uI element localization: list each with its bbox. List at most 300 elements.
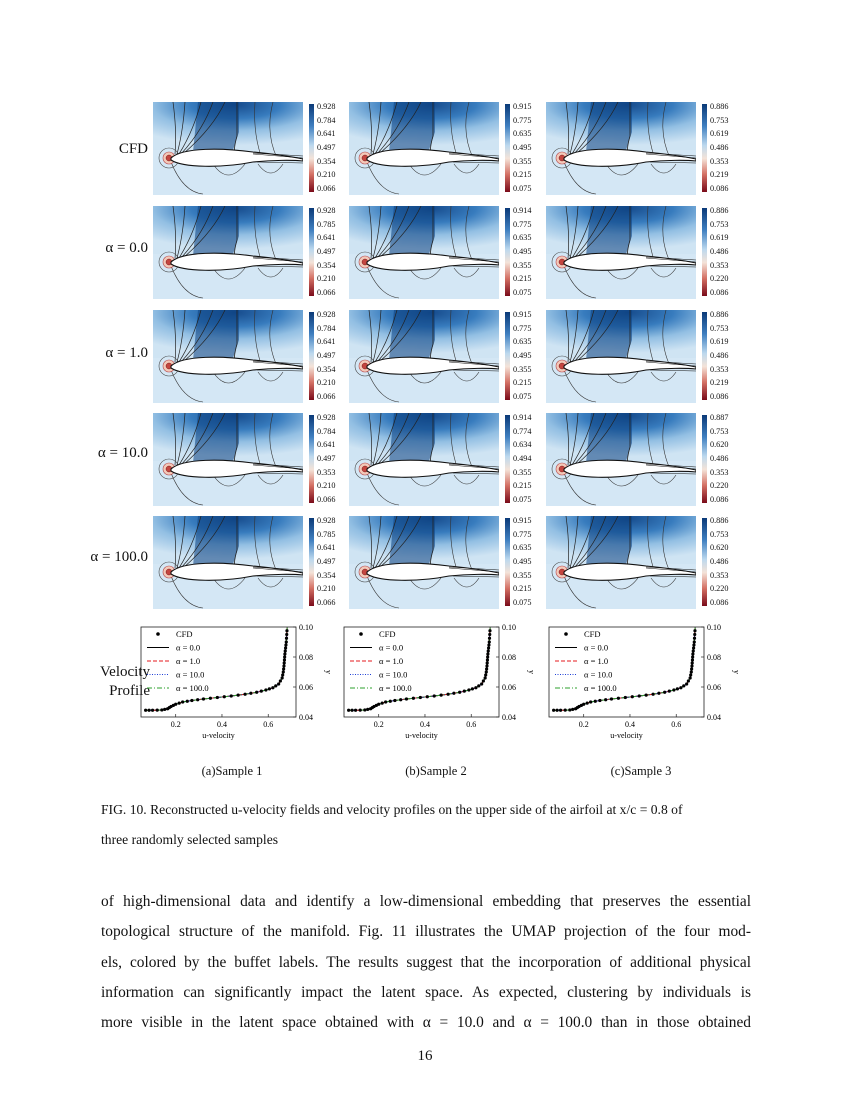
sample-label-1: (a)Sample 1	[201, 764, 263, 778]
colorbar-tick-label: 0.215	[513, 378, 532, 388]
cfd-point	[617, 697, 620, 700]
colorbar-ticks	[317, 411, 335, 507]
cfd-point	[484, 676, 487, 679]
colorbar-ticks	[513, 100, 531, 196]
colorbar-tick-label: 0.353	[710, 156, 729, 166]
colorbar	[309, 518, 314, 606]
cfd-point	[271, 686, 274, 689]
cfd-point	[679, 686, 682, 689]
colorbar-tick-label: 0.928	[317, 310, 336, 319]
colorbar-tick-label: 0.620	[710, 543, 729, 553]
colorbar-ticks	[513, 411, 531, 507]
cfd-point	[359, 709, 362, 712]
colorbar-tick-label: 0.220	[710, 584, 729, 594]
colorbar-ticks	[513, 308, 531, 404]
cfd-point	[594, 700, 597, 703]
cfd-point	[691, 658, 694, 661]
velocity-profile-chart	[342, 619, 542, 749]
cfd-point	[264, 688, 267, 691]
cfd-point	[488, 629, 491, 632]
cfd-point	[285, 640, 288, 643]
colorbar-tick-label: 0.619	[710, 129, 729, 139]
y-tick-label: 0.04	[299, 713, 313, 722]
cfd-point	[682, 684, 685, 687]
colorbar-tick-label: 0.635	[513, 129, 532, 139]
cfd-point	[693, 633, 696, 636]
colorbar-tick-label: 0.495	[513, 557, 532, 567]
colorbar-tick-label: 0.784	[317, 426, 336, 436]
colorbar-tick-label: 0.620	[710, 440, 729, 450]
colorbar	[505, 104, 510, 192]
colorbar-tick-label: 0.355	[513, 260, 532, 270]
cfd-point	[691, 661, 694, 664]
cfd-point	[559, 709, 562, 712]
colorbar-tick-label: 0.635	[513, 337, 532, 347]
colorbar-tick-label: 0.619	[710, 337, 729, 347]
cfd-point	[285, 633, 288, 636]
field-panel	[546, 206, 696, 299]
cfd-point	[384, 700, 387, 703]
cfd-point	[598, 699, 601, 702]
field-panel	[349, 310, 499, 403]
cfd-point	[285, 629, 288, 632]
caption-line-2: three randomly selected samples	[101, 832, 279, 847]
colorbar-tick-label: 0.355	[513, 467, 532, 477]
colorbar-ticks	[710, 308, 728, 404]
colorbar-tick-label: 0.066	[317, 598, 336, 608]
legend-label: α = 100.0	[176, 683, 209, 693]
colorbar	[702, 415, 707, 503]
cfd-point	[631, 695, 634, 698]
cfd-point	[244, 693, 247, 696]
cfd-point	[405, 697, 408, 700]
cfd-point	[691, 652, 694, 655]
cfd-point	[393, 699, 396, 702]
cfd-point	[440, 694, 443, 697]
colorbar-tick-label: 0.497	[317, 454, 336, 464]
colorbar-tick-label: 0.775	[513, 529, 532, 539]
cfd-point	[350, 709, 353, 712]
row-label-alpha-1: α = 1.0	[105, 345, 148, 361]
cfd-point	[277, 682, 280, 685]
cfd-point	[693, 640, 696, 643]
cfd-point	[363, 708, 366, 711]
colorbar-tick-label: 0.486	[710, 454, 729, 464]
colorbar-tick-label: 0.354	[317, 570, 336, 580]
cfd-point	[689, 673, 692, 676]
colorbar-tick-label: 0.354	[317, 260, 336, 270]
cfd-point	[571, 708, 574, 711]
colorbar-tick-label: 0.086	[710, 288, 729, 298]
row-label-velocity-profile	[60, 663, 150, 701]
colorbar-tick-label: 0.220	[710, 481, 729, 491]
cfd-point	[255, 691, 258, 694]
colorbar-tick-label: 0.220	[710, 274, 729, 284]
plot-frame	[141, 627, 296, 717]
cfd-point	[284, 643, 287, 646]
colorbar-tick-label: 0.353	[710, 260, 729, 270]
body-line: more visible in the latent space obtained with α = 10.0 and α = 100.0 than in those obtained	[101, 1014, 751, 1032]
colorbar-ticks	[317, 514, 335, 610]
sample-label-2: (b)Sample 2	[405, 764, 467, 778]
cfd-point	[144, 709, 147, 712]
cfd-point	[151, 709, 154, 712]
cfd-point	[249, 692, 252, 695]
cfd-point	[163, 708, 166, 711]
cfd-point	[474, 686, 477, 689]
colorbar-tick-label: 0.215	[513, 481, 532, 491]
colorbar-tick-label: 0.641	[317, 440, 336, 450]
cfd-point	[282, 667, 285, 670]
x-tick-label: 0.4	[216, 720, 227, 729]
cfd-point	[467, 688, 470, 691]
cfd-point	[160, 708, 163, 711]
colorbar	[505, 518, 510, 606]
y-axis-label: y	[324, 670, 333, 674]
cfd-point	[283, 652, 286, 655]
cfd-point	[638, 694, 641, 697]
cfd-point	[692, 649, 695, 652]
x-tick-label: 0.6	[263, 720, 274, 729]
field-panel	[546, 516, 696, 609]
field-panel	[546, 413, 696, 506]
colorbar-tick-label: 0.641	[317, 337, 336, 347]
cfd-point	[687, 679, 690, 682]
cfd-point	[645, 694, 648, 697]
cfd-point	[202, 697, 205, 700]
cfd-point	[282, 664, 285, 667]
cfd-point	[399, 698, 402, 701]
velocity-profile-chart	[547, 619, 747, 749]
cfd-point	[692, 643, 695, 646]
colorbar-tick-label: 0.886	[710, 206, 729, 215]
colorbar-tick-label: 0.928	[317, 206, 336, 215]
cfd-point	[412, 697, 415, 700]
cfd-point	[586, 702, 589, 705]
legend-label: α = 100.0	[379, 683, 412, 693]
plot-frame	[549, 627, 704, 717]
colorbar-tick-label: 0.784	[317, 323, 336, 333]
cfd-point	[426, 695, 429, 698]
cfd-point	[433, 694, 436, 697]
legend-marker-cfd	[156, 632, 160, 636]
colorbar-tick-label: 0.753	[710, 219, 729, 229]
cfd-point	[381, 702, 384, 705]
cfd-point	[458, 691, 461, 694]
colorbar-tick-label: 0.355	[513, 570, 532, 580]
cfd-point	[223, 695, 226, 698]
x-tick-label: 0.2	[373, 720, 384, 729]
cfd-point	[419, 696, 422, 699]
colorbar-tick-label: 0.914	[513, 206, 532, 215]
colorbar-tick-label: 0.775	[513, 323, 532, 333]
field-panel	[546, 102, 696, 195]
colorbar-tick-label: 0.353	[710, 570, 729, 580]
colorbar-tick-label: 0.086	[710, 184, 729, 194]
colorbar-tick-label: 0.210	[317, 274, 336, 284]
colorbar-tick-label: 0.219	[710, 378, 729, 388]
colorbar-tick-label: 0.775	[513, 115, 532, 125]
x-tick-label: 0.4	[419, 720, 430, 729]
body-line: topological structure of the manifold. Fig. 11 illustrates the UMAP projection of the four mod-	[101, 923, 751, 941]
body-line: information can significantly impact the latent space. As expected, clustering by individuals is	[101, 983, 751, 1001]
y-axis-label: y	[732, 670, 741, 674]
cfd-point	[488, 637, 491, 640]
cfd-point	[693, 629, 696, 632]
colorbar-ticks	[317, 204, 335, 300]
colorbar	[702, 208, 707, 296]
cfd-point	[652, 693, 655, 696]
colorbar-ticks	[710, 514, 728, 610]
cfd-point	[283, 661, 286, 664]
colorbar-tick-label: 0.486	[710, 247, 729, 257]
plot-frame	[344, 627, 499, 717]
colorbar-tick-label: 0.497	[317, 351, 336, 361]
colorbar-tick-label: 0.086	[710, 495, 729, 505]
y-tick-label: 0.08	[502, 653, 516, 662]
legend-label: α = 10.0	[176, 669, 205, 680]
colorbar-tick-label: 0.075	[513, 495, 532, 505]
legend-label: α = 1.0	[584, 656, 609, 666]
field-panel	[349, 413, 499, 506]
cfd-point	[281, 673, 284, 676]
colorbar-tick-label: 0.066	[317, 495, 336, 505]
y-axis-label: y	[527, 670, 536, 674]
colorbar-tick-label: 0.635	[513, 233, 532, 243]
field-panel	[153, 206, 303, 299]
cfd-point	[284, 649, 287, 652]
profile-label-line2: Profile	[109, 683, 150, 699]
cfd-point	[174, 703, 177, 706]
colorbar-tick-label: 0.641	[317, 129, 336, 139]
colorbar-tick-label: 0.641	[317, 233, 336, 243]
colorbar-tick-label: 0.928	[317, 102, 336, 111]
cfd-point	[487, 646, 490, 649]
cfd-point	[663, 691, 666, 694]
page-number: 16	[417, 1048, 433, 1064]
cfd-point	[285, 637, 288, 640]
colorbar-tick-label: 0.066	[317, 392, 336, 402]
cfd-point	[282, 670, 285, 673]
cfd-point	[564, 709, 567, 712]
colorbar	[702, 104, 707, 192]
cfd-point	[484, 673, 487, 676]
colorbar-tick-label: 0.785	[317, 219, 336, 229]
colorbar-tick-label: 0.497	[317, 143, 336, 153]
legend-marker-cfd	[564, 632, 568, 636]
colorbar-tick-label: 0.915	[513, 310, 532, 319]
colorbar	[505, 208, 510, 296]
cfd-point	[181, 700, 184, 703]
colorbar-tick-label: 0.928	[317, 413, 336, 422]
cfd-point	[485, 670, 488, 673]
figure-caption	[101, 795, 751, 855]
colorbar	[702, 312, 707, 400]
colorbar-ticks	[317, 308, 335, 404]
colorbar-tick-label: 0.075	[513, 392, 532, 402]
cfd-point	[668, 690, 671, 693]
colorbar-tick-label: 0.210	[317, 481, 336, 491]
field-panel	[349, 206, 499, 299]
y-tick-label: 0.08	[707, 653, 721, 662]
cfd-point	[237, 694, 240, 697]
colorbar-tick-label: 0.066	[317, 184, 336, 194]
legend-marker-cfd	[359, 632, 363, 636]
legend-label: α = 100.0	[584, 683, 617, 693]
cfd-point	[447, 693, 450, 696]
cfd-point	[486, 655, 489, 658]
field-panel	[349, 102, 499, 195]
colorbar-tick-label: 0.354	[317, 364, 336, 374]
colorbar-ticks	[513, 514, 531, 610]
colorbar-tick-label: 0.886	[710, 310, 729, 319]
colorbar-tick-label: 0.486	[710, 351, 729, 361]
colorbar-tick-label: 0.215	[513, 170, 532, 180]
row-label-alpha-10: α = 10.0	[97, 445, 148, 461]
cfd-point	[487, 643, 490, 646]
cfd-point	[486, 658, 489, 661]
colorbar-tick-label: 0.495	[513, 143, 532, 153]
colorbar-tick-label: 0.494	[513, 454, 532, 464]
cfd-point	[283, 658, 286, 661]
colorbar-tick-label: 0.914	[513, 413, 532, 422]
cfd-point	[485, 667, 488, 670]
x-axis-label: u-velocity	[202, 731, 235, 740]
y-tick-label: 0.06	[707, 683, 721, 692]
legend-label: CFD	[584, 629, 601, 639]
colorbar-tick-label: 0.497	[317, 557, 336, 567]
legend-label: α = 0.0	[584, 642, 609, 653]
cfd-point	[672, 688, 675, 691]
colorbar-tick-label: 0.619	[710, 233, 729, 243]
colorbar-tick-label: 0.086	[710, 392, 729, 402]
colorbar	[505, 415, 510, 503]
colorbar-tick-label: 0.353	[710, 467, 729, 477]
profile-label-line1: Velocity	[100, 664, 150, 680]
cfd-point	[477, 684, 480, 687]
y-tick-label: 0.10	[707, 623, 721, 632]
cfd-point	[610, 697, 613, 700]
colorbar-tick-label: 0.075	[513, 184, 532, 194]
cfd-point	[156, 709, 159, 712]
cfd-point	[486, 652, 489, 655]
colorbar-tick-label: 0.219	[710, 170, 729, 180]
cfd-point	[366, 708, 369, 711]
colorbar	[309, 415, 314, 503]
x-tick-label: 0.2	[578, 720, 589, 729]
colorbar-ticks	[710, 204, 728, 300]
y-tick-label: 0.04	[707, 713, 721, 722]
colorbar-tick-label: 0.486	[710, 557, 729, 567]
cfd-point	[604, 698, 607, 701]
colorbar-tick-label: 0.635	[513, 543, 532, 553]
cfd-point	[690, 670, 693, 673]
cfd-point	[147, 709, 150, 712]
colorbar	[505, 312, 510, 400]
colorbar-tick-label: 0.353	[317, 467, 336, 477]
y-tick-label: 0.06	[299, 683, 313, 692]
row-label-alpha-100: α = 100.0	[90, 549, 148, 565]
colorbar-ticks	[710, 100, 728, 196]
cfd-point	[190, 699, 193, 702]
legend-label: CFD	[176, 629, 193, 639]
x-axis-label: u-velocity	[610, 731, 643, 740]
field-panel	[349, 516, 499, 609]
legend-label: α = 10.0	[379, 669, 408, 680]
cfd-point	[693, 637, 696, 640]
cfd-point	[389, 700, 392, 703]
legend-label: CFD	[379, 629, 396, 639]
body-paragraph	[101, 887, 751, 1038]
cfd-point	[487, 649, 490, 652]
colorbar-tick-label: 0.915	[513, 516, 532, 525]
velocity-profile-chart	[139, 619, 339, 749]
field-panel	[546, 310, 696, 403]
cfd-point	[691, 655, 694, 658]
colorbar-tick-label: 0.210	[317, 378, 336, 388]
colorbar-tick-label: 0.887	[710, 413, 729, 422]
cfd-point	[589, 700, 592, 703]
colorbar-tick-label: 0.753	[710, 323, 729, 333]
colorbar-tick-label: 0.774	[513, 426, 532, 436]
colorbar-tick-label: 0.075	[513, 598, 532, 608]
cfd-point	[230, 694, 233, 697]
cfd-point	[186, 700, 189, 703]
legend-label: α = 1.0	[379, 656, 404, 666]
cfd-point	[657, 692, 660, 695]
colorbar-tick-label: 0.495	[513, 247, 532, 257]
cfd-point	[552, 709, 555, 712]
cfd-point	[689, 676, 692, 679]
y-tick-label: 0.10	[299, 623, 313, 632]
sample-label-3: (c)Sample 3	[610, 764, 672, 778]
cfd-point	[377, 703, 380, 706]
cfd-point	[452, 692, 455, 695]
x-tick-label: 0.6	[466, 720, 477, 729]
cfd-point	[690, 667, 693, 670]
cfd-point	[676, 687, 679, 690]
y-tick-label: 0.08	[299, 653, 313, 662]
y-tick-label: 0.04	[502, 713, 516, 722]
cfd-point	[347, 709, 350, 712]
colorbar-tick-label: 0.495	[513, 351, 532, 361]
colorbar-tick-label: 0.784	[317, 115, 336, 125]
colorbar-tick-label: 0.753	[710, 426, 729, 436]
field-panel	[153, 310, 303, 403]
colorbar-ticks	[710, 411, 728, 507]
cfd-point	[624, 696, 627, 699]
colorbar-tick-label: 0.215	[513, 584, 532, 594]
cfd-point	[555, 709, 558, 712]
colorbar-tick-label: 0.886	[710, 516, 729, 525]
cfd-point	[354, 709, 357, 712]
colorbar-tick-label: 0.066	[317, 288, 336, 298]
colorbar-tick-label: 0.775	[513, 219, 532, 229]
cfd-point	[685, 682, 688, 685]
x-tick-label: 0.4	[624, 720, 635, 729]
colorbar-tick-label: 0.486	[710, 143, 729, 153]
colorbar-tick-label: 0.641	[317, 543, 336, 553]
cfd-point	[485, 664, 488, 667]
colorbar-tick-label: 0.886	[710, 102, 729, 111]
colorbar-tick-label: 0.928	[317, 516, 336, 525]
cfd-point	[196, 698, 199, 701]
colorbar-tick-label: 0.753	[710, 115, 729, 125]
field-panel	[153, 516, 303, 609]
cfd-point	[471, 687, 474, 690]
colorbar-tick-label: 0.215	[513, 274, 532, 284]
cfd-point	[279, 679, 282, 682]
